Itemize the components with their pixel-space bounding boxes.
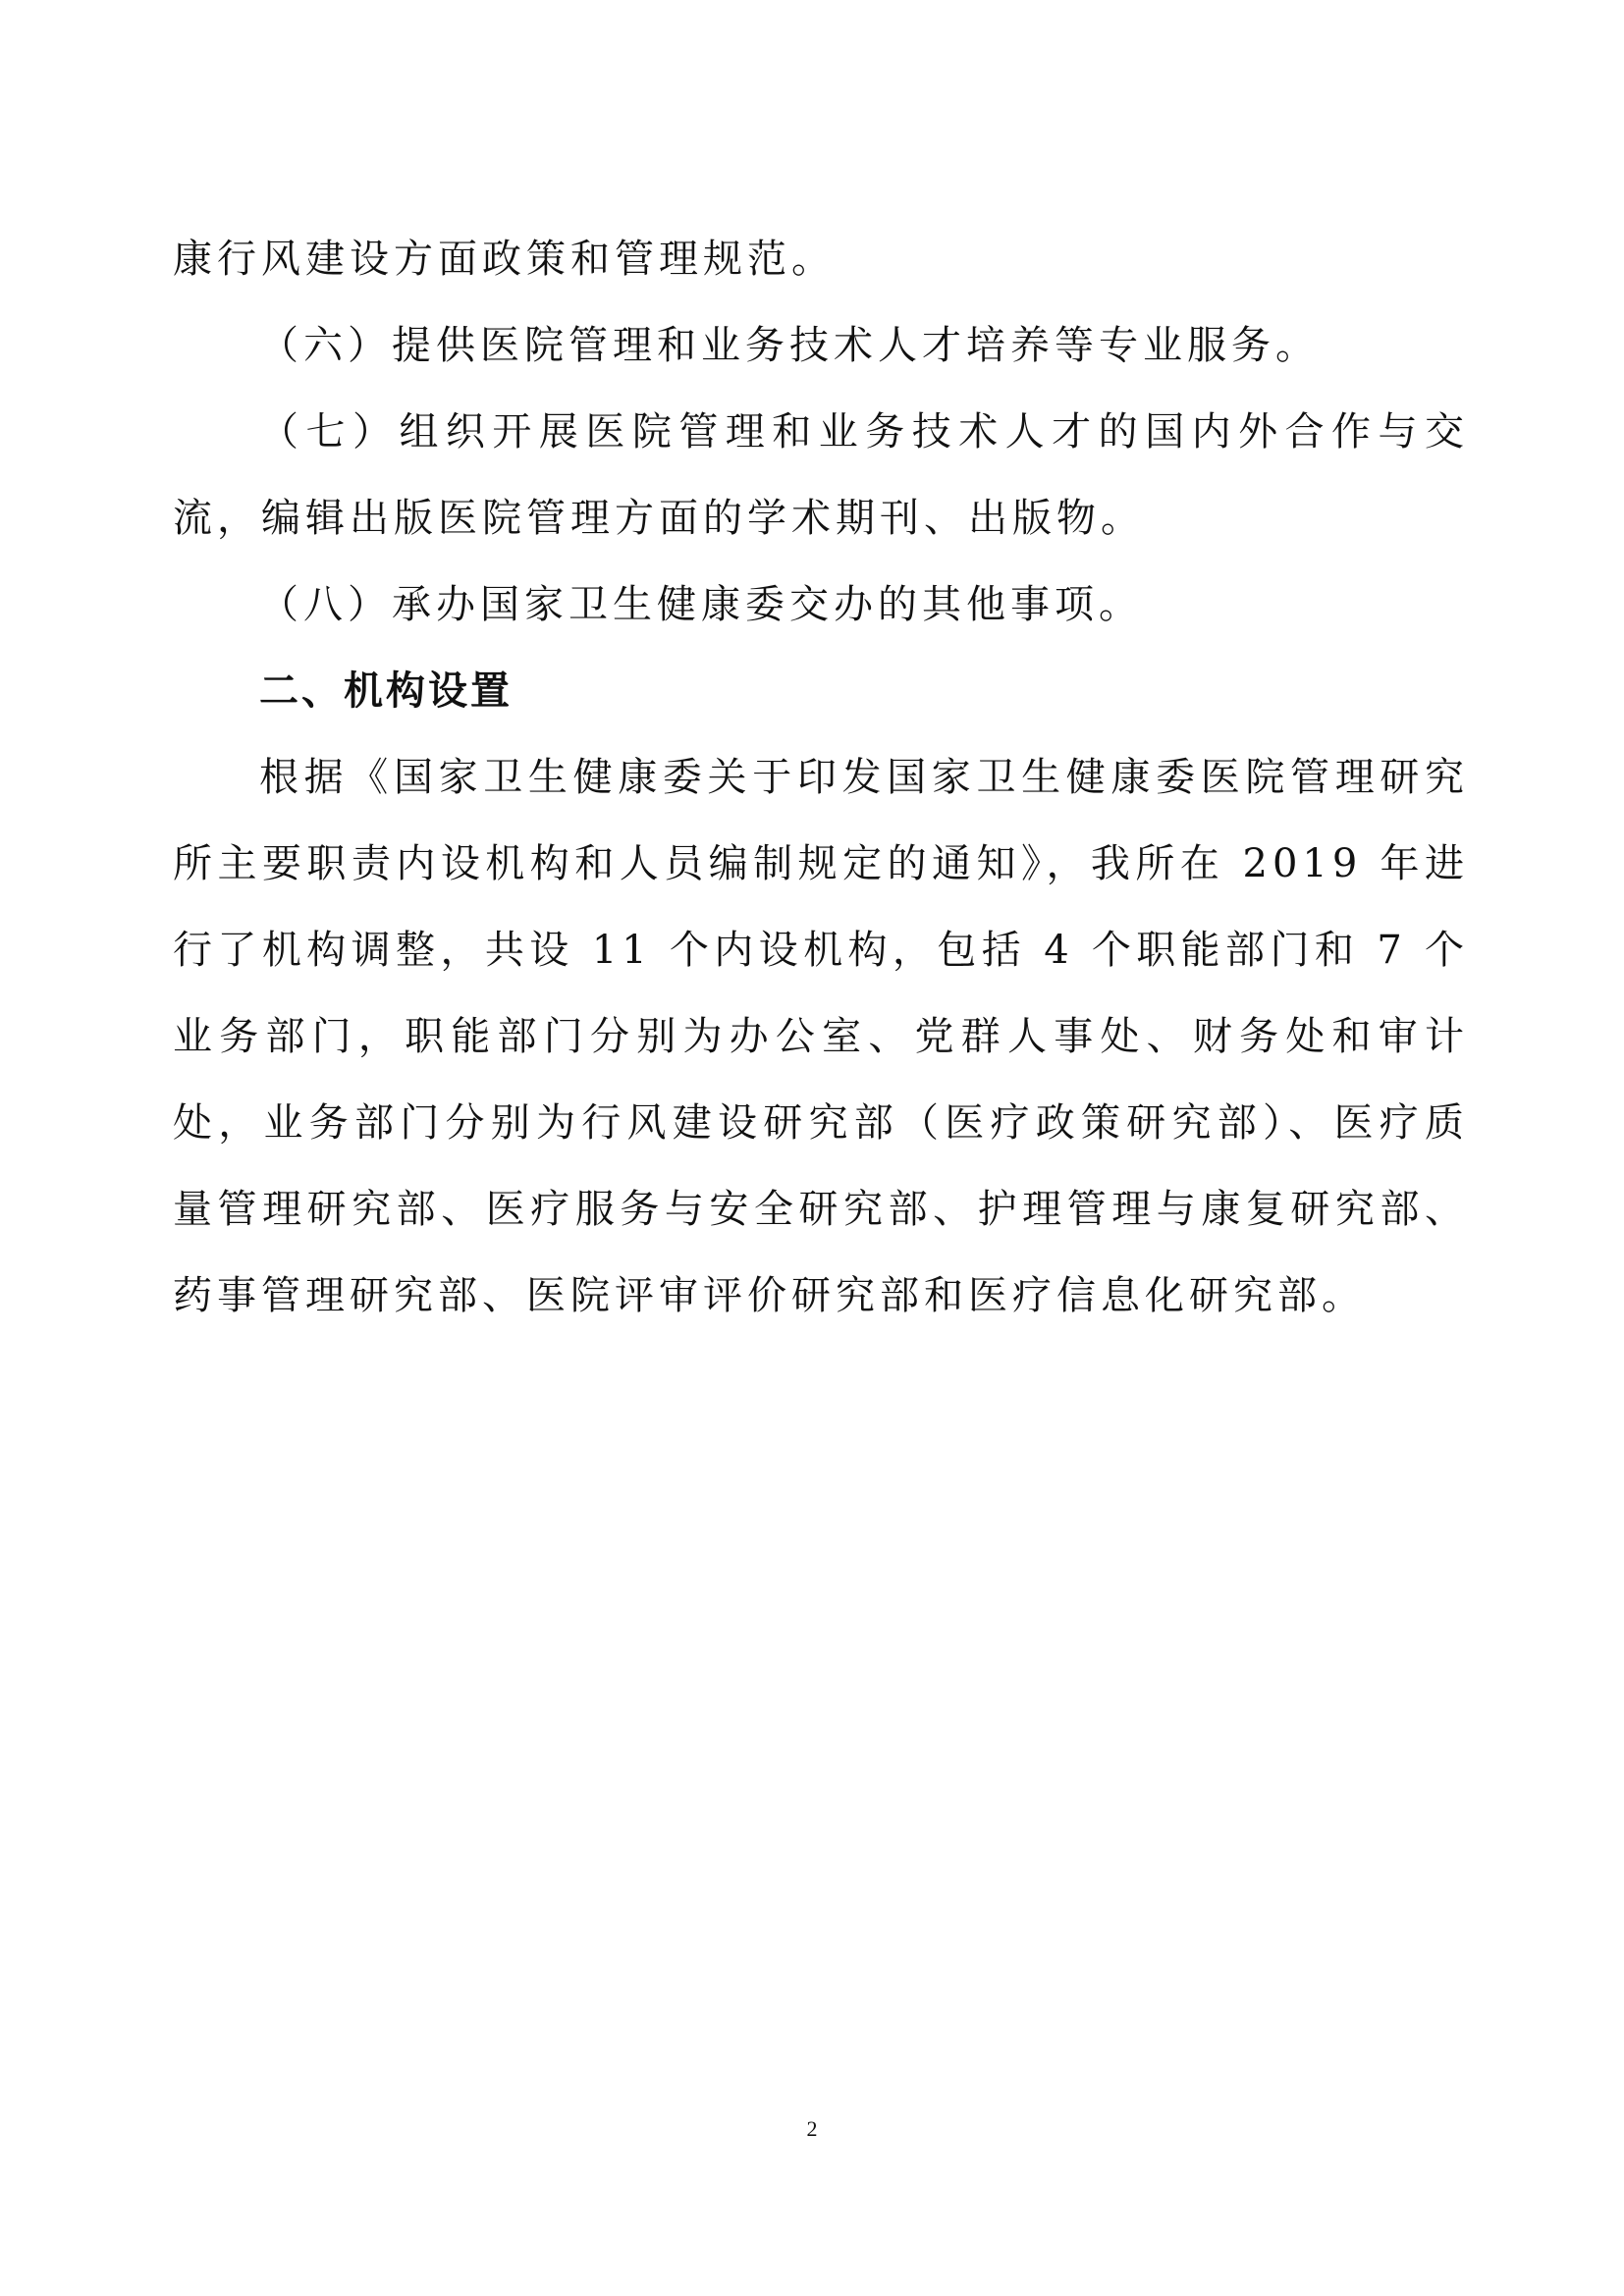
paragraph-continuation: 康行风建设方面政策和管理规范。 — [173, 237, 836, 282]
paragraph-item-7: （七）组织开展医院管理和业务技术人才的国内外合作与交流，编辑出版医院管理方面的学术期刊、出版物。 — [173, 409, 1469, 541]
paragraph-item-8: （八）承办国家卫生健康委交办的其他事项。 — [259, 582, 1143, 627]
page-number: 2 — [806, 2116, 818, 2141]
paragraph-item-6: （六）提供医院管理和业务技术人才培养等专业服务。 — [259, 323, 1320, 368]
section-heading: 二、机构设置 — [259, 668, 513, 714]
section-paragraph: 根据《国家卫生健康委关于印发国家卫生健康委医院管理研究所主要职责内设机构和人员编制规定的通知》，我所在 2019 年进行了机构调整，共设 11 个内设机构，包括 4 个职能部门和 7 个业务部门，职能部门分别为办公室、党群人事处、财务处和审计处，业务部门分别为行风建设研究部（医疗政策研究部）、医疗质量管理研究部、医疗服务与安全研究部、护理管理与康复研究部、药事管理研究部、医院评审评价研究部和医疗信息化研究部。 — [173, 755, 1469, 1318]
body-text — [173, 216, 1469, 1339]
